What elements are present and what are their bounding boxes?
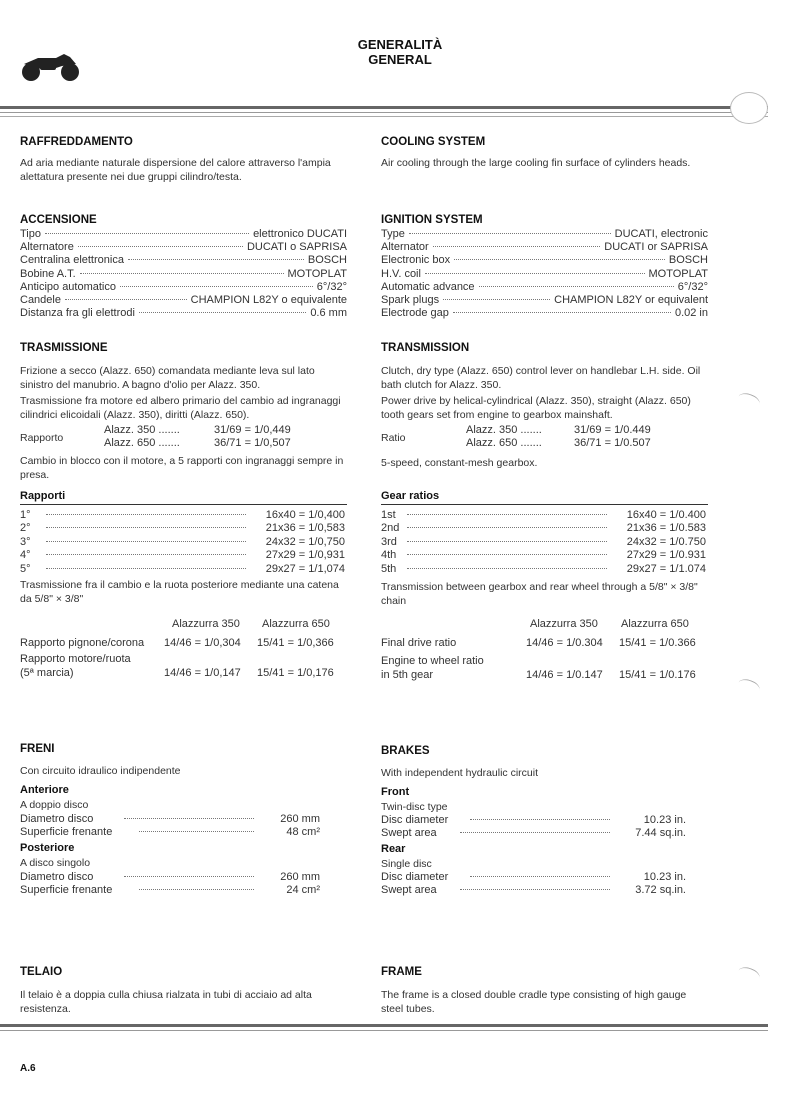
- spec-row: Candele CHAMPION L82Y o equivalente: [20, 293, 347, 306]
- cell: 14/46 = 1/0,147: [164, 667, 241, 679]
- ratio-model-row: Alazz. 350 ....... 31/69 = 1/0.449: [466, 424, 651, 436]
- row-label: Rapporto motore/ruota: [20, 653, 131, 665]
- cell: 14/46 = 1/0.304: [526, 637, 603, 649]
- section-title-cooling-it: RAFFREDDAMENTO: [20, 136, 133, 148]
- cooling-text-en: Air cooling through the large cooling fin surface of cylinders heads.: [381, 157, 691, 169]
- section-title-brakes-en: BRAKES: [381, 745, 430, 757]
- binder-hole-mark: [736, 677, 761, 697]
- brakes-rear-table-en: [381, 871, 686, 897]
- brakes-intro-en: With independent hydraulic circuit: [381, 767, 538, 779]
- spec-row: Centralina elettronica BOSCH: [20, 254, 347, 267]
- ratio-model-row: Alazz. 350 ....... 31/69 = 1/0,449: [104, 424, 291, 436]
- section-title-ignition-it: ACCENSIONE: [20, 214, 97, 226]
- gear-row: 2nd 21x36 = 1/0.583: [381, 522, 706, 535]
- motorcycle-icon: [18, 48, 82, 82]
- binder-hole-mark: [736, 965, 761, 985]
- row-label: (5ª marcia): [20, 667, 74, 679]
- spec-row: Anticipo automatico 6°/32°: [20, 280, 347, 293]
- cooling-text-it: Ad aria mediante naturale dispersione del calore attraverso l'ampia alettatura presente nei due gruppi cilindro/testa.: [20, 157, 331, 183]
- transmission-text1-en: Clutch, dry type (Alazz. 650) control lever on handlebar L.H. side. Oil bath clutch for Alazz. 350.: [381, 365, 701, 391]
- spec-row: Electrode gap 0.02 in: [381, 307, 708, 320]
- top-rule-thin: [0, 112, 768, 113]
- spec-row: Spark plugs CHAMPION L82Y or equivalent: [381, 293, 708, 306]
- gear-row: 4° 27x29 = 1/0,931: [20, 549, 345, 562]
- ratio-label-it: Rapporto: [20, 432, 64, 444]
- row-label: Engine to wheel ratio: [381, 655, 484, 667]
- brakes-rear-type-en: Single disc: [381, 858, 432, 870]
- frame-text-en: The frame is a closed double cradle type consisting of high gauge steel tubes.: [381, 989, 687, 1015]
- section-title-transmission-en: TRANSMISSION: [381, 342, 470, 354]
- brakes-front-type-en: Twin-disc type: [381, 801, 448, 813]
- transmission-text3-en: 5-speed, constant-mesh gearbox.: [381, 457, 538, 469]
- section-title-transmission-it: TRASMISSIONE: [20, 342, 108, 354]
- gear-row: 2° 21x36 = 1/0,583: [20, 522, 345, 535]
- spec-row: Swept area 7.44 sq.in.: [381, 827, 686, 840]
- gear-row: 5th 29x27 = 1/1.074: [381, 562, 706, 575]
- chain-text-it: Trasmissione fra il cambio e la ruota posteriore mediante una catena da 5/8" × 3/8": [20, 579, 339, 605]
- page-title-it: GENERALITÀ: [357, 37, 443, 52]
- spec-row: Disc diameter 10.23 in.: [381, 814, 686, 826]
- gear-ratios-table-en: [381, 509, 706, 576]
- transmission-text1-it: Frizione a secco (Alazz. 650) comandata mediante leva sul lato sinistro del manubrio. A bagno d'olio per Alazz. 350.: [20, 365, 315, 391]
- cell: 15/41 = 1/0,366: [257, 637, 334, 649]
- transmission-text2-it: Trasmissione fra motore ed albero primario del cambio ad ingranaggi cilindrici elicoidali (Alazz. 350), diritti (Alazz. 650).: [20, 395, 341, 421]
- transmission-text3-it: Cambio in blocco con il motore, a 5 rapporti con ingranaggi sempre in presa.: [20, 455, 344, 481]
- gear-ratios-title-it: Rapporti: [20, 490, 347, 505]
- spec-row: Type DUCATI, electronic: [381, 228, 708, 240]
- bottom-rule: [0, 1024, 768, 1027]
- cell: 14/46 = 1/0.147: [526, 669, 603, 681]
- gear-ratios-title-en: Gear ratios: [381, 490, 708, 505]
- brakes-rear-title-it: Posteriore: [20, 842, 75, 854]
- gear-row: 1st 16x40 = 1/0.400: [381, 509, 706, 521]
- gear-row: 4th 27x29 = 1/0.931: [381, 549, 706, 562]
- frame-text-it: Il telaio è a doppia culla chiusa rialzata in tubi di acciaio ad alta resistenza.: [20, 989, 312, 1015]
- gear-row: 3rd 24x32 = 1/0.750: [381, 535, 706, 548]
- column-header: Alazzurra 350: [172, 618, 240, 630]
- cell: 15/41 = 1/0.176: [619, 669, 696, 681]
- brakes-rear-table-it: [20, 871, 320, 897]
- ignition-table-it: [20, 228, 347, 320]
- spec-row: Diametro disco 260 mm: [20, 871, 320, 883]
- section-title-brakes-it: FRENI: [20, 743, 55, 755]
- top-rule-thin-2: [0, 116, 768, 117]
- gear-row: 1° 16x40 = 1/0,400: [20, 509, 345, 521]
- transmission-text2-en: Power drive by helical-cylindrical (Alazz. 350), straight (Alazz. 650) tooth gears set from engine to gearbox mainshaft.: [381, 395, 691, 421]
- spec-row: Electronic box BOSCH: [381, 254, 708, 267]
- ratio-model-row: Alazz. 650 ....... 36/71 = 1/0,507: [104, 437, 291, 449]
- page-title: [300, 37, 500, 67]
- spec-row: Distanza fra gli elettrodi 0.6 mm: [20, 307, 347, 320]
- brakes-intro-it: Con circuito idraulico indipendente: [20, 765, 181, 777]
- cell: 14/46 = 1/0,304: [164, 637, 241, 649]
- column-header: Alazzurra 650: [262, 618, 330, 630]
- row-label: Final drive ratio: [381, 637, 457, 649]
- spec-row: Bobine A.T. MOTOPLAT: [20, 267, 347, 280]
- section-title-frame-it: TELAIO: [20, 966, 63, 978]
- ratio-models-en: [466, 424, 716, 450]
- brakes-front-type-it: A doppio disco: [20, 799, 89, 811]
- section-title-ignition-en: IGNITION SYSTEM: [381, 214, 483, 226]
- spec-row: Diametro disco 260 mm: [20, 813, 320, 825]
- gear-ratios-table-it: [20, 509, 345, 576]
- column-header: Alazzurra 650: [621, 618, 689, 630]
- row-label: in 5th gear: [381, 669, 433, 681]
- chain-text-en: Transmission between gearbox and rear wheel through a 5/8" × 3/8" chain: [381, 581, 698, 607]
- cell: 15/41 = 1/0,176: [257, 667, 334, 679]
- spec-row: Superficie frenante 48 cm²: [20, 826, 320, 839]
- spec-row: Disc diameter 10.23 in.: [381, 871, 686, 883]
- section-title-cooling-en: COOLING SYSTEM: [381, 136, 486, 148]
- ignition-table-en: [381, 228, 708, 320]
- page-title-en: GENERAL: [368, 52, 432, 67]
- spec-row: H.V. coil MOTOPLAT: [381, 267, 708, 280]
- brakes-front-title-it: Anteriore: [20, 784, 69, 796]
- ratio-models-it: [104, 424, 354, 450]
- spec-row: Tipo elettronico DUCATI: [20, 228, 347, 240]
- spec-row: Superficie frenante 24 cm²: [20, 884, 320, 897]
- bottom-rule-thin: [0, 1030, 768, 1031]
- cell: 15/41 = 1/0.366: [619, 637, 696, 649]
- row-label: Rapporto pignone/corona: [20, 637, 145, 649]
- brakes-rear-title-en: Rear: [381, 843, 406, 855]
- brakes-front-table-en: [381, 814, 686, 840]
- spec-row: Automatic advance 6°/32°: [381, 280, 708, 293]
- binder-hole-mark: [736, 391, 761, 411]
- section-title-frame-en: FRAME: [381, 966, 422, 978]
- spec-row: Alternatore DUCATI o SAPRISA: [20, 241, 347, 254]
- page-number: A.6: [20, 1063, 36, 1074]
- ratio-label-en: Ratio: [381, 432, 406, 444]
- spec-row: Swept area 3.72 sq.in.: [381, 884, 686, 897]
- column-header: Alazzurra 350: [530, 618, 598, 630]
- binder-hole-mark: [730, 92, 768, 124]
- brakes-front-title-en: Front: [381, 786, 410, 798]
- spec-row: Alternator DUCATI or SAPRISA: [381, 241, 708, 254]
- top-rule: [0, 106, 768, 109]
- brakes-front-table-it: [20, 813, 320, 839]
- gear-row: 5° 29x27 = 1/1,074: [20, 562, 345, 575]
- ratio-model-row: Alazz. 650 ....... 36/71 = 1/0.507: [466, 437, 651, 449]
- brakes-rear-type-it: A disco singolo: [20, 857, 91, 869]
- gear-row: 3° 24x32 = 1/0,750: [20, 535, 345, 548]
